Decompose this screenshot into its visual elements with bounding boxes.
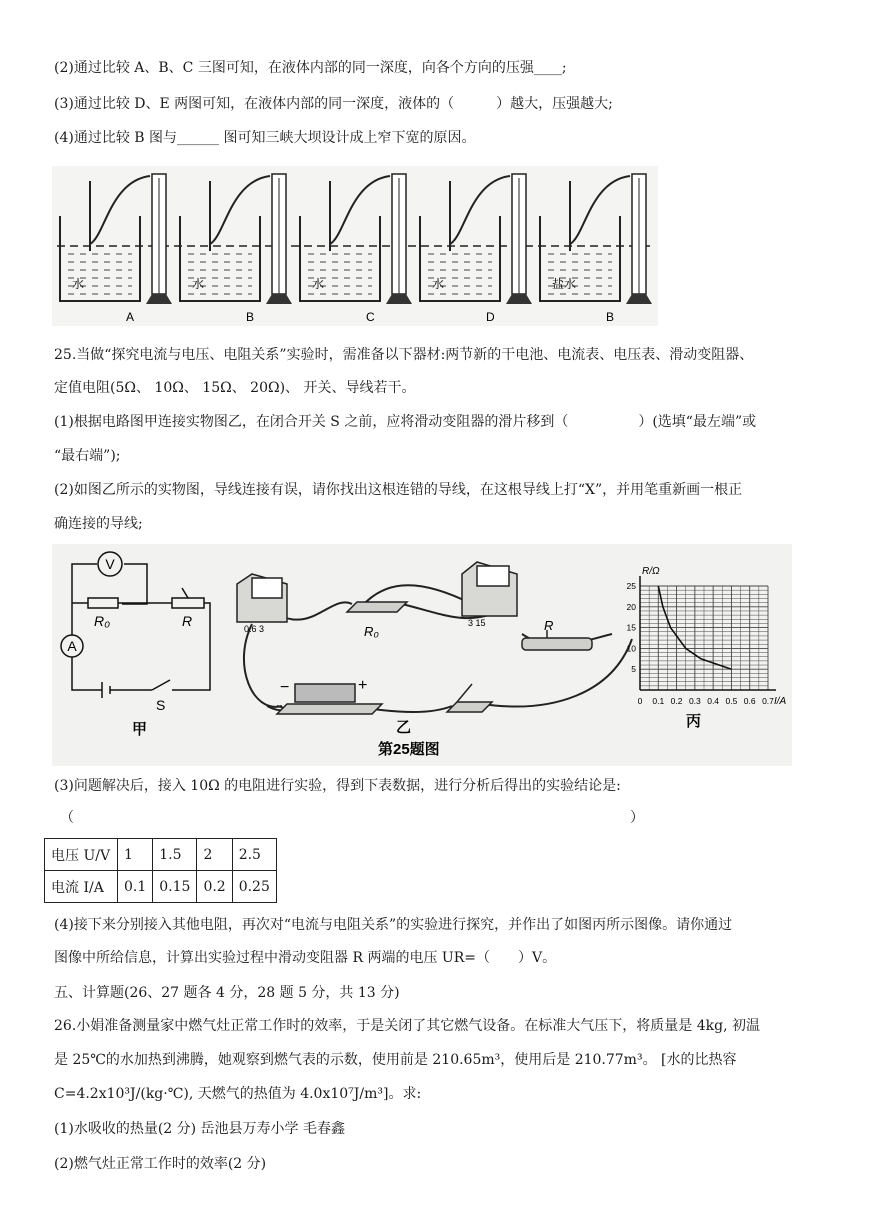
switch-s-label: S [156, 697, 166, 713]
table-cell: 0.2 [197, 871, 232, 903]
beaker-3 [300, 174, 412, 324]
rheostat-r-label: R [182, 613, 193, 629]
x-tick-label: 0.3 [688, 696, 701, 706]
table-row [45, 871, 277, 903]
table-cell: 电压 U/V [45, 839, 118, 871]
x-tick-label: 0.6 [743, 696, 756, 706]
label-yi: 乙 [396, 719, 412, 736]
data-table [44, 838, 277, 903]
ammeter-terminal-label: 0.6 3 [244, 624, 265, 634]
beaker-letter: C [366, 310, 375, 324]
table-cell: 1 [118, 839, 153, 871]
battery-plus: + [358, 677, 368, 694]
question-26-line: C=4.2x10³J/(kg·℃), 天燃气的热值为 4.0x10⁷J/m³]。求: [54, 1086, 422, 1102]
x-tick-label: 0.2 [670, 696, 683, 706]
fixed-resistor-device [347, 602, 407, 612]
beaker-letter: A [126, 310, 135, 324]
switch-device [447, 684, 492, 712]
question-25-line: (2)如图乙所示的实物图，导线连接有误，请你找出这根连错的导线，在这根导线上打“X”，并用笔重新画一根正 [54, 482, 743, 498]
question-26-line: 是 25℃的水加热到沸腾，她观察到燃气表的示数，使用前是 210.65m³，使用后是 210.77m³。 [水的比热容 [54, 1052, 737, 1068]
x-tick-label: 0 [637, 696, 643, 706]
question-25-line: 确连接的导线; [54, 516, 143, 532]
beaker-letter: B [606, 310, 615, 324]
ammeter-device [237, 574, 287, 622]
beakers-diagram [52, 166, 658, 326]
y-tick-label: 10 [626, 643, 636, 654]
liquid-label: 水 [192, 277, 205, 291]
beaker-2 [180, 174, 292, 324]
x-tick-label: 0.1 [652, 696, 665, 706]
question-26-line: (2)燃气灶正常工作时的效率(2 分) [54, 1156, 267, 1172]
pressure-experiment-figure [52, 166, 658, 326]
table-cell: 2 [197, 839, 232, 871]
question-line: (2)通过比较 A、B、C 三图可知，在液体内部的同一深度，向各个方向的压强____; [54, 60, 567, 76]
rheostat-label: R [544, 618, 554, 633]
question-line: (3)通过比较 D、E 两图可知，在液体内部的同一深度，液体的（ ）越大，压强越大; [54, 96, 613, 112]
y-axis-label: R/Ω [642, 566, 660, 577]
beaker-4 [420, 174, 532, 324]
ammeter-symbol: A [67, 638, 77, 654]
table-cell: 0.25 [232, 871, 276, 903]
rheostat-device [522, 630, 592, 650]
answer-paren-close: ） [630, 810, 644, 826]
beaker-1 [60, 174, 172, 324]
liquid-label: 水 [312, 277, 325, 291]
label-jia: 甲 [132, 721, 148, 738]
fixed-resistor-label: R₀ [364, 624, 379, 639]
y-tick-label: 20 [626, 601, 636, 612]
question-25-line: 25.当做“探究电流与电压、电阻关系”实验时，需准备以下器材:两节新的干电池、电流表、电压表、滑动变阻器、 [54, 347, 754, 363]
question-25-line: (3)问题解决后，接入 10Ω 的电阻进行实验，得到下表数据，进行分析后得出的实验结论是: [54, 778, 621, 794]
liquid-label: 水 [432, 277, 445, 291]
question-26-line: 26.小娟准备测量家中燃气灶正常工作时的效率，于是关闭了其它燃气设备。在标准大气压下，将质量是 4kg, 初温 [54, 1018, 760, 1034]
x-tick-label: 0.5 [725, 696, 738, 706]
resistor-r0-label: R₀ [94, 613, 111, 629]
y-tick-label: 25 [626, 581, 636, 591]
x-axis-label: I/A [774, 696, 787, 707]
y-tick-label: 15 [626, 622, 636, 633]
label-bing: 丙 [686, 713, 702, 730]
y-tick-label: 5 [631, 664, 636, 675]
question-25-line: 定值电阻(5Ω、 10Ω、 15Ω、 20Ω)、 开关、导线若干。 [54, 380, 416, 396]
question-25-line: “最右端”); [54, 448, 121, 464]
beaker-5 [540, 174, 652, 324]
question-25-line: 图像中所给信息，计算出实验过程中滑动变阻器 R 两端的电压 UR=（ ）V。 [54, 950, 557, 966]
table-cell: 2.5 [232, 839, 276, 871]
r-vs-i-graph [627, 566, 787, 707]
voltmeter-terminal-label: 3 15 [468, 618, 486, 628]
question-26-line: (1)水吸收的热量(2 分) 岳池县万寿小学 毛春鑫 [54, 1121, 346, 1137]
battery-minus: − [280, 679, 290, 696]
answer-paren-open: （ [60, 810, 74, 826]
table-cell: 0.1 [118, 871, 153, 903]
table-cell: 0.15 [153, 871, 197, 903]
section-heading: 五、计算题(26、27 题各 4 分，28 题 5 分，共 13 分) [54, 985, 400, 1001]
table-row [45, 839, 277, 871]
x-tick-label: 0.4 [707, 696, 720, 706]
figure-caption: 第25题图 [378, 741, 440, 758]
beaker-letter: B [246, 310, 255, 324]
beaker-letter: D [486, 310, 495, 324]
voltmeter-device [462, 562, 517, 616]
question-line: (4)通过比较 B 图与______ 图可知三峡大坝设计成上窄下宽的原因。 [54, 130, 476, 146]
table-cell: 1.5 [153, 839, 197, 871]
table-cell: 电流 I/A [45, 871, 118, 903]
circuit-figure [52, 544, 792, 766]
liquid-label: 水 [72, 277, 85, 291]
question-25-line: (4)接下来分别接入其他电阻，再次对“电流与电阻关系”的实验进行探究，并作出了如图丙所示图像。请你通过 [54, 917, 733, 933]
liquid-label: 盐水 [552, 277, 577, 291]
x-tick-label: 0.7 [762, 696, 774, 706]
voltmeter-symbol: V [105, 556, 115, 572]
question-25-line: (1)根据电路图甲连接实物图乙，在闭合开关 S 之前，应将滑动变阻器的滑片移到（ ）(选填“最左端”或 [54, 414, 757, 430]
